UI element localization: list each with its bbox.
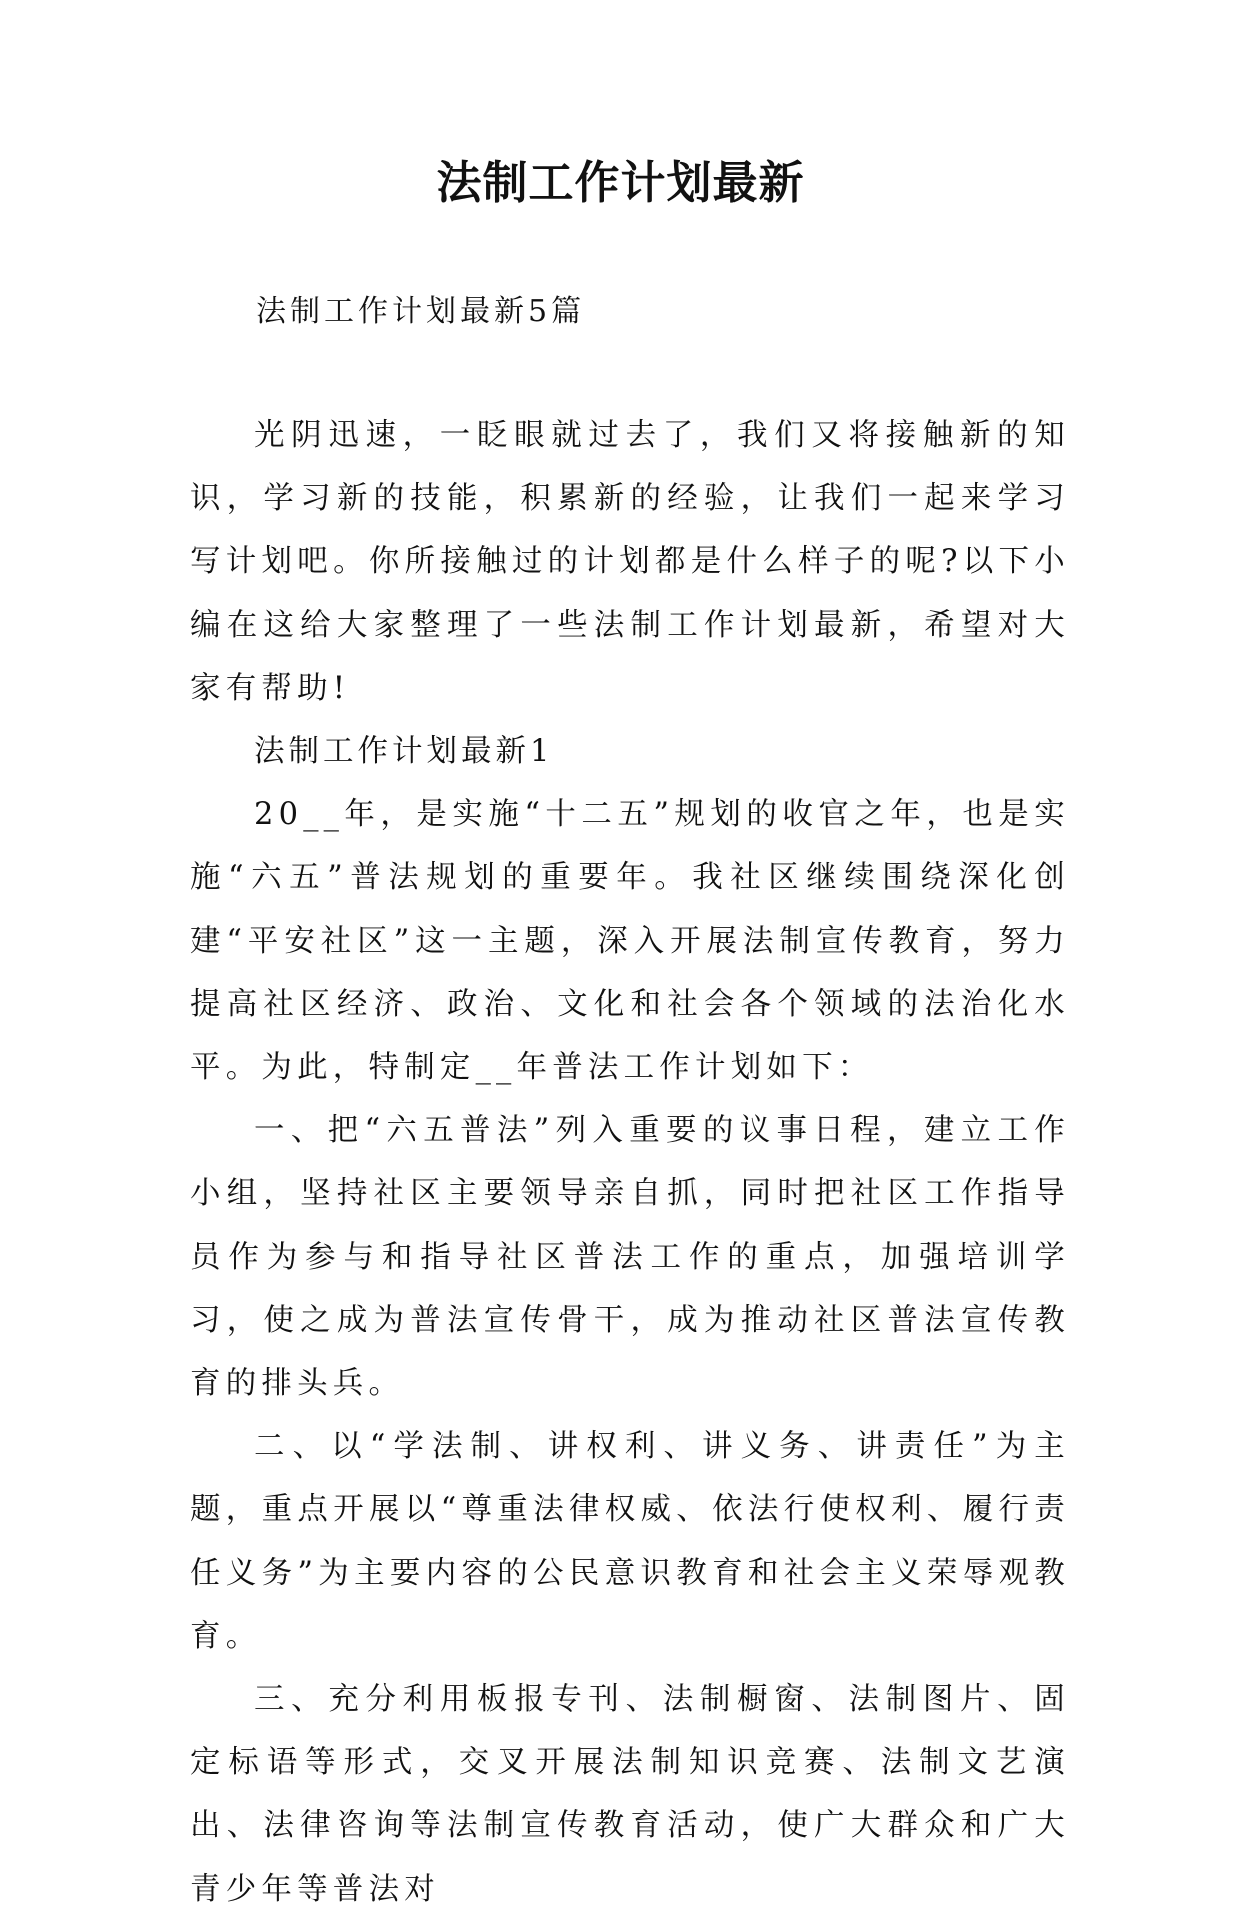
body-paragraph: 20__年，是实施“十二五”规划的收官之年，也是实施“六五”普法规划的重要年。我社区继续围绕深化创建“平安社区”这一主题，深入开展法制宣传教育，努力提高社区经济、政治、文化和社会各个领域的法治化水平。为此，特制定__年普法工作计划如下： [190,797,1070,1086]
body-paragraph: 一、把“六五普法”列入重要的议事日程，建立工作小组，坚持社区主要领导亲自抓，同时把社区工作指导员作为参与和指导社区普法工作的重点，加强培训学习，使之成为普法宣传骨干，成为推动社区普法宣传教育的排头兵。 [190,1113,1070,1402]
document-body [190,404,1070,1921]
section-heading: 法制工作计划最新1 [254,734,554,770]
body-paragraph: 三、充分利用板报专刊、法制橱窗、法制图片、固定标语等形式，交叉开展法制知识竞赛、法制文艺演出、法律咨询等法制宣传教育活动，使广大群众和广大青少年等普法对 [190,1682,1070,1907]
intro-paragraph: 光阴迅速，一眨眼就过去了，我们又将接触新的知识，学习新的技能，积累新的经验，让我们一起来学习写计划吧。你所接触过的计划都是什么样子的呢?以下小编在这给大家整理了一些法制工作计划最新，希望对大家有帮助! [190,418,1070,706]
document-title: 法制工作计划最新 [436,156,805,209]
body-paragraph: 二、以“学法制、讲权利、讲义务、讲责任”为主题，重点开展以“尊重法律权威、依法行使权利、履行责任义务”为主要内容的公民意识教育和社会主义荣辱观教育。 [190,1429,1070,1654]
document-subtitle: 法制工作计划最新5篇 [256,294,586,329]
